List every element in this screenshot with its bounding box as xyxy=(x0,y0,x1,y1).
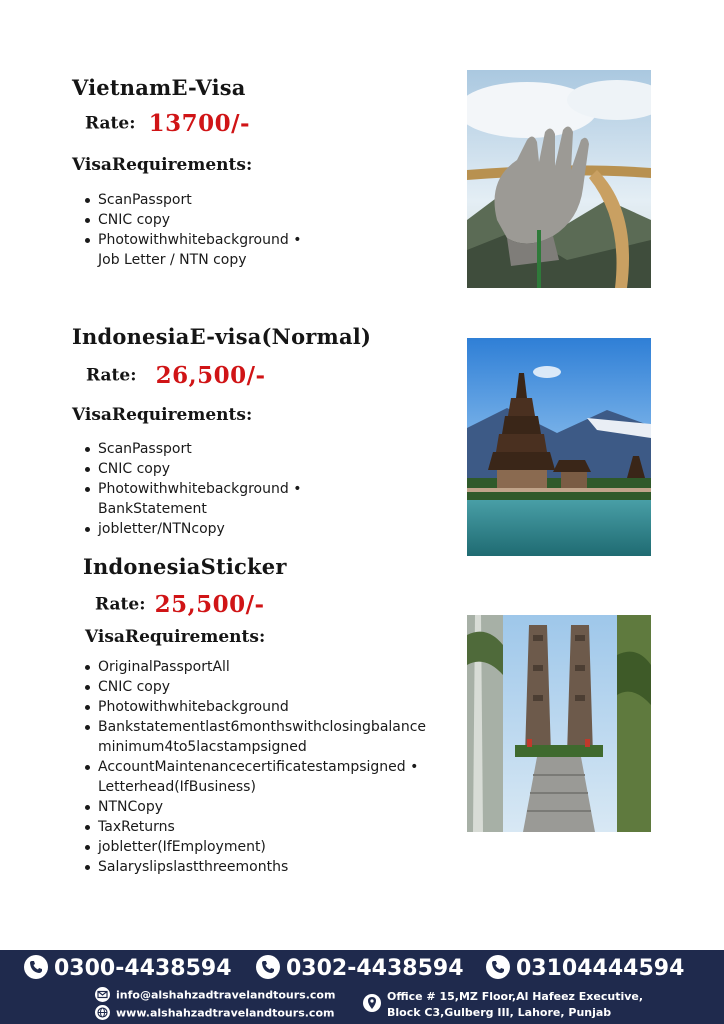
vietnam-rate xyxy=(85,110,250,137)
indonesia-sticker-rate xyxy=(95,591,265,618)
phone-icon xyxy=(256,955,280,979)
phone-number: 03104444594 xyxy=(516,956,685,981)
list-item-text: Letterhead(IfBusiness) xyxy=(98,779,256,795)
list-item: CNIC copy xyxy=(84,677,426,697)
list-item xyxy=(84,230,301,270)
vietnam-requirements-heading: VisaRequirements: xyxy=(72,155,253,175)
indonesia-evisa-requirements-list xyxy=(84,439,301,539)
list-item: CNIC copy xyxy=(84,459,301,479)
phone-number: 0300-4438594 xyxy=(54,956,232,981)
indonesia-evisa-rate xyxy=(86,362,266,389)
rate-label: Rate: xyxy=(85,113,136,134)
globe-icon xyxy=(95,1005,110,1020)
list-item: ScanPassport xyxy=(84,439,301,459)
email-text: info@alshahzadtravelandtours.com xyxy=(116,988,336,1002)
contact-footer xyxy=(0,950,724,1024)
list-item-text: AccountMaintenancecertificatestampsigned • xyxy=(98,759,418,775)
hands-bridge-photo xyxy=(467,70,651,288)
location-icon xyxy=(363,994,381,1012)
phone-icon xyxy=(486,955,510,979)
vietnam-title: VietnamE-Visa xyxy=(72,75,246,100)
list-item-text: Job Letter / NTN copy xyxy=(98,252,247,268)
list-item-text: BankStatement xyxy=(98,501,207,517)
list-item xyxy=(84,757,426,797)
rate-value: 25,500/- xyxy=(154,591,265,618)
indonesia-evisa-title: IndonesiaE-visa(Normal) xyxy=(72,324,372,349)
rate-value: 13700/- xyxy=(148,110,251,137)
list-item: TaxReturns xyxy=(84,817,426,837)
vietnam-requirements-list xyxy=(84,190,301,270)
list-item: ScanPassport xyxy=(84,190,301,210)
list-item-text: minimum4to5lacstampsigned xyxy=(98,739,307,755)
website-link[interactable] xyxy=(95,1006,334,1021)
phone-icon xyxy=(24,955,48,979)
list-item: CNIC copy xyxy=(84,210,301,230)
email-icon xyxy=(95,987,110,1002)
list-item: Salaryslipslastthreemonths xyxy=(84,857,426,877)
phone-2[interactable] xyxy=(256,956,464,981)
indonesia-sticker-requirements-heading: VisaRequirements: xyxy=(85,627,266,647)
email-link[interactable] xyxy=(95,988,335,1003)
rate-value: 26,500/- xyxy=(155,362,266,389)
rate-label: Rate: xyxy=(95,594,146,615)
list-item-text: Photowithwhitebackground • xyxy=(98,232,301,248)
indonesia-sticker-requirements-list xyxy=(84,657,426,877)
phone-3[interactable] xyxy=(486,956,684,981)
list-item-text: Bankstatementlast6monthswithclosingbalance xyxy=(98,719,427,735)
list-item xyxy=(84,717,426,757)
list-item: jobletter/NTNcopy xyxy=(84,519,301,539)
website-text: www.alshahzadtravelandtours.com xyxy=(116,1006,335,1020)
phone-number: 0302-4438594 xyxy=(286,956,464,981)
list-item: jobletter(IfEmployment) xyxy=(84,837,426,857)
list-item: OriginalPassportAll xyxy=(84,657,426,677)
list-item-text: Photowithwhitebackground • xyxy=(98,481,301,497)
indonesia-sticker-title: IndonesiaSticker xyxy=(83,554,287,579)
list-item: NTNCopy xyxy=(84,797,426,817)
phone-1[interactable] xyxy=(24,956,232,981)
indonesia-evisa-requirements-heading: VisaRequirements: xyxy=(72,405,253,425)
temple-lake-photo xyxy=(467,338,651,556)
rate-label: Rate: xyxy=(86,365,137,386)
address-line-1: Office # 15,MZ Floor,Al Hafeez Executive, xyxy=(387,990,644,1003)
list-item xyxy=(84,479,301,519)
temple-gate-photo xyxy=(467,615,651,832)
address-line-2: Block C3,Gulberg III, Lahore, Punjab xyxy=(387,1006,612,1019)
list-item: Photowithwhitebackground xyxy=(84,697,426,717)
